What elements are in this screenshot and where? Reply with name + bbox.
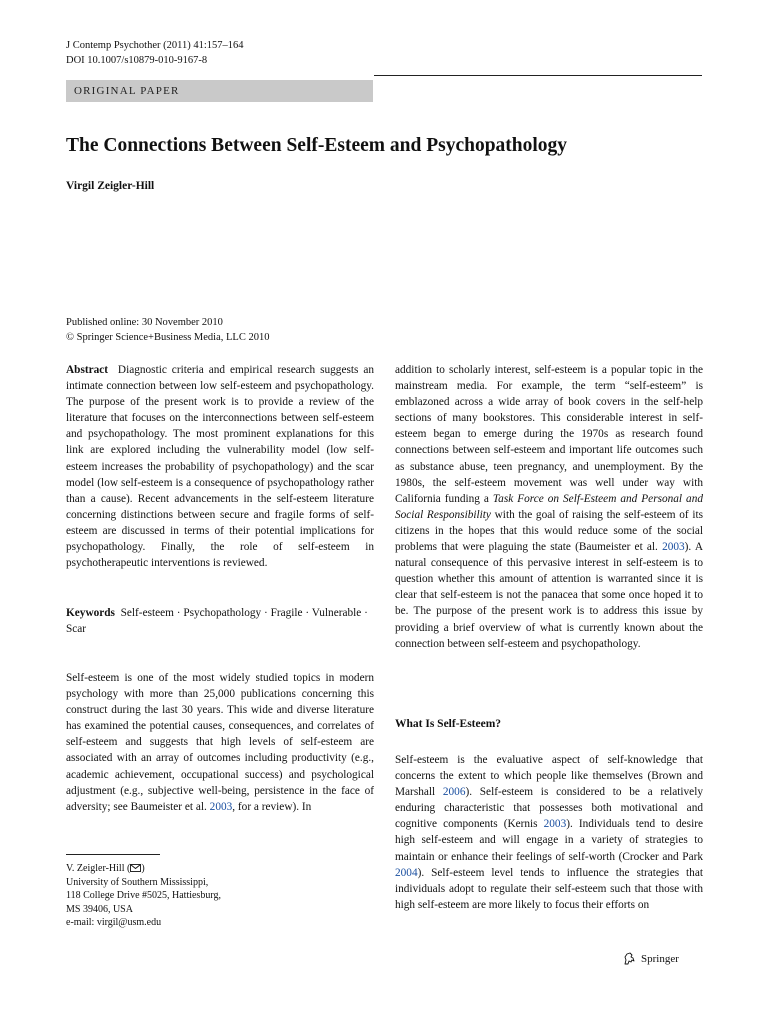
intro-text: Self-esteem is one of the most widely studied topics in modern psychology with more than 25,000 publications concerning this construct during the last 30 years. This wide and diverse literature has examined the potential causes, consequences, and correlates of self-esteem and suggests that high levels of self-esteem are associated with an array of outcomes including productivity (e.g., academic achievement, occupational success) and psychological adjustment (e.g., subjective well-being, persistence in the face of adversity; see Baumeister et al. bbox=[66, 672, 374, 813]
journal-citation: J Contemp Psychother (2011) 41:157–164 bbox=[66, 40, 244, 51]
publisher-footer bbox=[622, 952, 679, 966]
paragraph-text: addition to scholarly interest, self-esteem is a popular topic in the mainstream media. For example, the term “self-esteem” is emblazoned across a wide array of book covers in the self-help sections of many bookstores. This considerable interest in self-esteem began to emerge during the 1970s as research found connections between self-esteem and important life outcomes such as substance abuse, teen pregnancy, and unemployment. By the 1980s, the self-esteem movement was well under way with California funding a bbox=[395, 364, 703, 505]
section-label: ORIGINAL PAPER bbox=[66, 80, 373, 102]
header-rule bbox=[374, 75, 702, 76]
footnote-city: MS 39406, USA bbox=[66, 903, 133, 915]
section-heading: What Is Self-Esteem? bbox=[395, 718, 502, 730]
abstract-label: Abstract bbox=[66, 364, 109, 376]
right-column-paragraph-2 bbox=[395, 752, 703, 913]
footnote-email[interactable]: e-mail: virgil@usm.edu bbox=[66, 917, 162, 928]
envelope-icon bbox=[130, 864, 141, 872]
paragraph-text: with the goal of raising the self-esteem of its citizens in the hopes that this would reduce some of the social problems that were plaguing the state (Baumeister et al. bbox=[395, 508, 704, 554]
citation-link[interactable]: 2003 bbox=[209, 800, 233, 813]
footnote-affiliation: University of Southern Mississippi, bbox=[66, 876, 209, 888]
springer-horse-icon bbox=[622, 952, 636, 966]
published-date: Published online: 30 November 2010 bbox=[66, 317, 223, 328]
paragraph-text: ). Individuals tend to desire high self-esteem and will engage in a variety of strategies to maintain or enhance their feelings of self-worth (Crocker and Park bbox=[395, 818, 703, 863]
citation-link[interactable]: 2003 bbox=[662, 541, 685, 554]
footnote-address: 118 College Drive #5025, Hattiesburg, bbox=[66, 890, 221, 901]
citation-link[interactable]: 2004 bbox=[395, 866, 418, 879]
author-footnote bbox=[66, 862, 221, 930]
author-name: Virgil Zeigler-Hill bbox=[66, 180, 155, 192]
abstract-text: Diagnostic criteria and empirical research suggests an intimate connection between low self-esteem and psychopathology. The purpose of the present work is to provide a review of the literature that focuses on the interconnections between self-esteem and psychopathology. The most prominent explanations for this link are explored including the vulnerability model (low self-esteem increases the probability of psychopathology) and the scar model (low self-esteem is a consequence of psychopathology rather than a cause). Recent advancements in the self-esteem literature concerning distinctions between secure and fragile forms of self-esteem are discussed in terms of their potential implications for psychopathology. Finally, the role of self-esteem in psychotherapeutic interventions is reviewed. bbox=[66, 364, 374, 570]
paragraph-text: ). A natural consequence of this pervasive interest in self-esteem is to question whether this amount of attention is warranted since it is clear that self-esteem is not the panacea that some once hoped it to be. The purpose of the present work is to address this issue by providing a brief overview of what is currently known about the connection between self-esteem and psychopathology. bbox=[395, 541, 703, 650]
publisher-name: Springer bbox=[641, 953, 679, 965]
intro-paragraph bbox=[66, 670, 374, 815]
keywords bbox=[66, 605, 374, 637]
right-column-paragraph-1 bbox=[395, 362, 703, 652]
footnote-author: V. Zeigler-Hill ( bbox=[66, 863, 131, 874]
footnote-author-close: ) bbox=[141, 863, 145, 874]
task-force-title: Task Force on Self-Esteem and Personal and Social Responsibility bbox=[395, 492, 703, 521]
paragraph-text: Self-esteem is the evaluative aspect of self-knowledge that concerns the extent to which people like themselves (Brown and Marshall bbox=[395, 754, 703, 799]
keywords-text: Self-esteem · Psychopathology · Fragile · Vulnerable · Scar bbox=[66, 607, 368, 636]
paragraph-text: ). Self-esteem level tends to influence the strategies that individuals adopt to regulate their self-esteem such that those with high self-esteem are more likely to focus their efforts on bbox=[395, 866, 703, 911]
citation-link[interactable]: 2006 bbox=[442, 786, 466, 799]
intro-text-end: , for a review). In bbox=[232, 800, 312, 813]
citation-link[interactable]: 2003 bbox=[543, 818, 567, 831]
keywords-label: Keywords bbox=[66, 607, 115, 619]
doi: DOI 10.1007/s10879-010-9167-8 bbox=[66, 55, 208, 66]
copyright: © Springer Science+Business Media, LLC 2010 bbox=[66, 332, 270, 343]
paragraph-text: ). Self-esteem is considered to be a relatively enduring characteristic that possesses both motivational and cognitive components (Kernis bbox=[395, 786, 703, 831]
paper-title: The Connections Between Self-Esteem and Psychopathology bbox=[66, 135, 568, 156]
footnote-rule bbox=[66, 854, 160, 855]
abstract bbox=[66, 362, 374, 571]
